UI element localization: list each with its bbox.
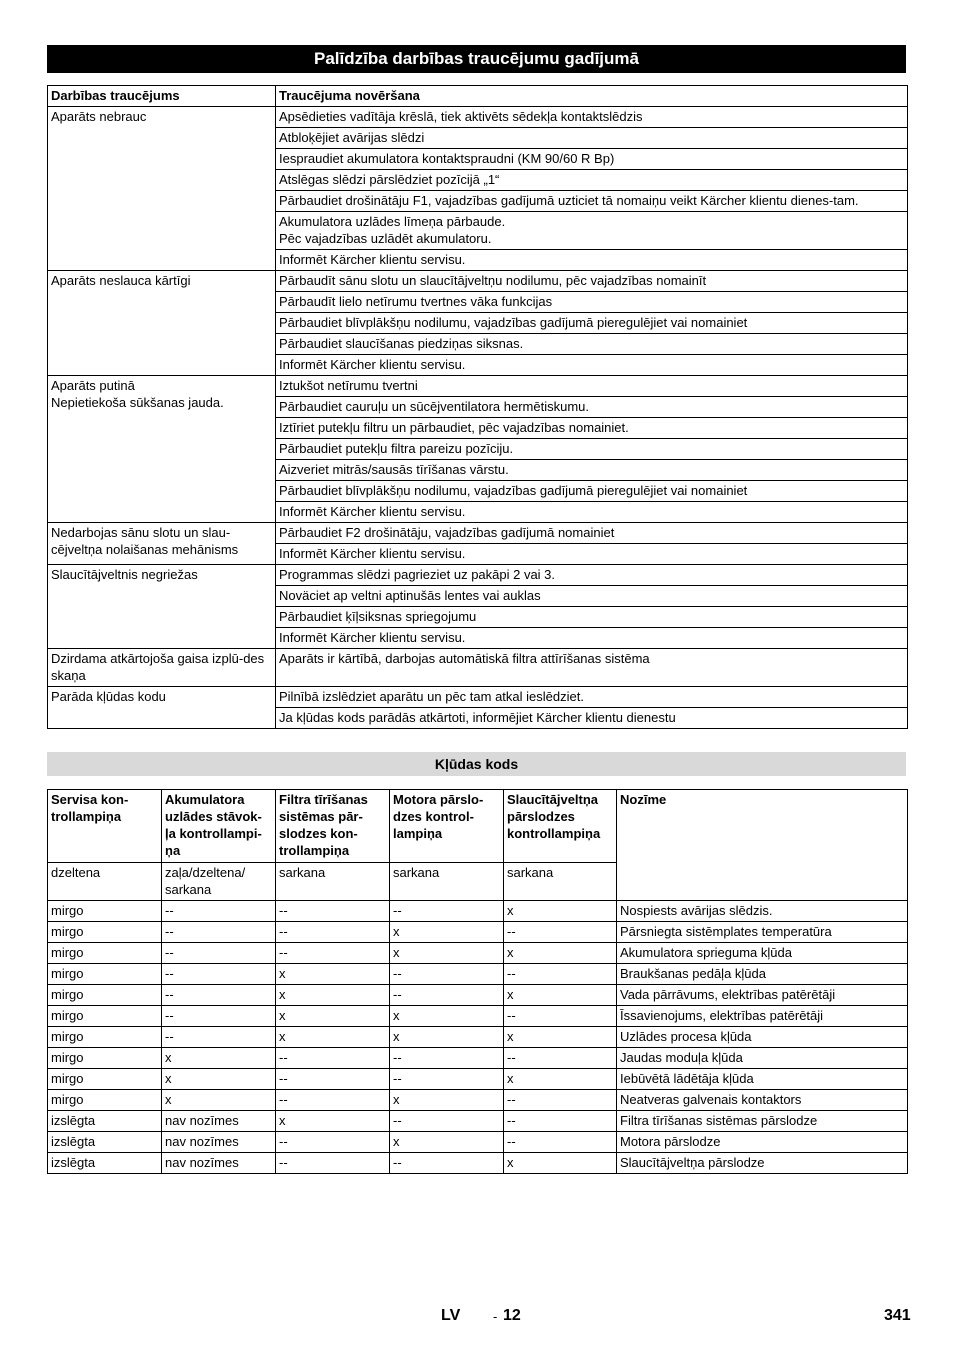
table-row — [48, 376, 908, 397]
remedy-cell: Pārbaudiet drošinātāju F1, vajadzības gadījumā uzticiet tā nomaiņu veikt Kärcher klientu dienes-tam. — [276, 191, 908, 212]
lamp-state-cell: x — [504, 901, 617, 922]
lamp-state-cell: x — [162, 1048, 276, 1069]
lamp-state-cell: mirgo — [48, 1048, 162, 1069]
meaning-cell: Iebūvētā lādētāja kļūda — [617, 1069, 908, 1090]
lamp-state-cell: -- — [390, 985, 504, 1006]
table-row — [48, 985, 908, 1006]
remedy-cell: Pārbaudīt sānu slotu un slaucītājveltņu nodilumu, pēc vajadzības nomainīt — [276, 271, 908, 292]
problem-cell: Aparāts neslauca kārtīgi — [48, 271, 276, 376]
lamp-state-cell: x — [276, 1006, 390, 1027]
lamp-state-cell: mirgo — [48, 901, 162, 922]
lamp-state-cell: -- — [162, 1006, 276, 1027]
meaning-cell: Neatveras galvenais kontaktors — [617, 1090, 908, 1111]
page-title: Palīdzība darbības traucējumu gadījumā — [47, 45, 906, 73]
lamp-state-cell: nav nozīmes — [162, 1132, 276, 1153]
lamp-color: sarkana — [390, 863, 504, 901]
footer-language: LV — [441, 1307, 461, 1324]
column-header: Nozīme — [617, 790, 908, 901]
remedy-cell: Programmas slēdzi pagrieziet uz pakāpi 2 vai 3. — [276, 565, 908, 586]
problem-cell: Slaucītājveltnis negriežas — [48, 565, 276, 649]
table-row — [48, 1048, 908, 1069]
lamp-state-cell: -- — [390, 901, 504, 922]
troubleshooting-table — [47, 85, 908, 729]
lamp-state-cell: -- — [162, 964, 276, 985]
lamp-state-cell: mirgo — [48, 1069, 162, 1090]
lamp-state-cell: -- — [276, 1069, 390, 1090]
lamp-color: sarkana — [276, 863, 390, 901]
table-row — [48, 943, 908, 964]
meaning-cell: Motora pārslodze — [617, 1132, 908, 1153]
remedy-cell: Informēt Kärcher klientu servisu. — [276, 502, 908, 523]
remedy-cell: Pārbaudiet blīvplākšņu nodilumu, vajadzības gadījumā pieregulējiet vai nomainiet — [276, 313, 908, 334]
meaning-cell: Slaucītājveltņa pārslodze — [617, 1153, 908, 1174]
remedy-cell: Informēt Kärcher klientu servisu. — [276, 250, 908, 271]
remedy-cell: Aizveriet mitrās/sausās tīrīšanas vārstu. — [276, 460, 908, 481]
column-header: Akumulatora uzlādes stāvok-ļa kontrollampi-ņa — [162, 790, 276, 863]
lamp-state-cell: -- — [504, 964, 617, 985]
error-code-table — [47, 789, 908, 1174]
lamp-state-cell: -- — [390, 964, 504, 985]
lamp-state-cell: x — [390, 943, 504, 964]
lamp-state-cell: -- — [162, 985, 276, 1006]
table-row — [48, 964, 908, 985]
table-row — [48, 1069, 908, 1090]
lamp-state-cell: -- — [276, 1132, 390, 1153]
column-header: Servisa kon-trollampiņa — [48, 790, 162, 863]
lamp-state-cell: mirgo — [48, 1090, 162, 1111]
footer-page-number: 341 — [884, 1307, 911, 1324]
table-row — [48, 1090, 908, 1111]
remedy-cell: Pārbaudiet cauruļu un sūcējventilatora hermētiskumu. — [276, 397, 908, 418]
lamp-state-cell: -- — [504, 1048, 617, 1069]
lamp-state-cell: -- — [162, 1027, 276, 1048]
remedy-cell: Pārbaudiet slaucīšanas piedziņas siksnas. — [276, 334, 908, 355]
meaning-cell: Jaudas moduļa kļūda — [617, 1048, 908, 1069]
lamp-state-cell: -- — [276, 1048, 390, 1069]
problem-cell: Aparāts putinā Nepietiekoša sūkšanas jauda. — [48, 376, 276, 523]
remedy-cell: Iztukšot netīrumu tvertni — [276, 376, 908, 397]
lamp-state-cell: -- — [390, 1111, 504, 1132]
footer-separator: - — [493, 1309, 498, 1324]
lamp-state-cell: x — [276, 964, 390, 985]
lamp-state-cell: -- — [162, 922, 276, 943]
lamp-state-cell: -- — [276, 922, 390, 943]
remedy-cell: Akumulatora uzlādes līmeņa pārbaude. Pēc vajadzības uzlādēt akumulatoru. — [276, 212, 908, 250]
footer-section-page: 12 — [503, 1307, 521, 1324]
table-row — [48, 1153, 908, 1174]
meaning-cell: Nospiests avārijas slēdzis. — [617, 901, 908, 922]
remedy-cell: Informēt Kärcher klientu servisu. — [276, 544, 908, 565]
lamp-state-cell: mirgo — [48, 943, 162, 964]
problem-cell: Nedarbojas sānu slotu un slau-cējveltņa nolaišanas mehānisms — [48, 523, 276, 565]
table-row — [48, 523, 908, 544]
column-header: Slaucītājveltņa pārslodzes kontrollampiņa — [504, 790, 617, 863]
remedy-cell: Pārbaudiet ķīļsiksnas spriegojumu — [276, 607, 908, 628]
lamp-state-cell: x — [504, 1153, 617, 1174]
lamp-state-cell: izslēgta — [48, 1153, 162, 1174]
lamp-state-cell: x — [504, 985, 617, 1006]
column-header: Traucējuma novēršana — [276, 86, 908, 107]
problem-cell: Dzirdama atkārtojoša gaisa izplū-des skaņa — [48, 649, 276, 687]
table-row — [48, 1132, 908, 1153]
lamp-state-cell: x — [276, 1111, 390, 1132]
lamp-state-cell: x — [504, 1027, 617, 1048]
meaning-cell: Īssavienojums, elektrības patērētāji — [617, 1006, 908, 1027]
lamp-state-cell: x — [390, 922, 504, 943]
remedy-cell: Pārbaudīt lielo netīrumu tvertnes vāka funkcijas — [276, 292, 908, 313]
column-header: Motora pārslo-dzes kontrol-lampiņa — [390, 790, 504, 863]
lamp-state-cell: x — [504, 943, 617, 964]
table-row — [48, 687, 908, 708]
lamp-state-cell: -- — [276, 1153, 390, 1174]
meaning-cell: Braukšanas pedāļa kļūda — [617, 964, 908, 985]
meaning-cell: Filtra tīrīšanas sistēmas pārslodze — [617, 1111, 908, 1132]
lamp-state-cell: izslēgta — [48, 1111, 162, 1132]
lamp-state-cell: mirgo — [48, 964, 162, 985]
lamp-color: dzeltena — [48, 863, 162, 901]
lamp-state-cell: x — [162, 1069, 276, 1090]
remedy-cell: Iespraudiet akumulatora kontaktspraudni (KM 90/60 R Bp) — [276, 149, 908, 170]
lamp-state-cell: x — [390, 1090, 504, 1111]
meaning-cell: Uzlādes procesa kļūda — [617, 1027, 908, 1048]
remedy-cell: Pilnībā izslēdziet aparātu un pēc tam atkal ieslēdziet. — [276, 687, 908, 708]
meaning-cell: Vada pārrāvums, elektrības patērētāji — [617, 985, 908, 1006]
lamp-state-cell: x — [276, 985, 390, 1006]
table-row — [48, 271, 908, 292]
table-row — [48, 649, 908, 687]
lamp-state-cell: -- — [390, 1153, 504, 1174]
lamp-state-cell: -- — [504, 1132, 617, 1153]
table-row — [48, 565, 908, 586]
remedy-cell: Pārbaudiet blīvplākšņu nodilumu, vajadzības gadījumā pieregulējiet vai nomainiet — [276, 481, 908, 502]
problem-cell: Aparāts nebrauc — [48, 107, 276, 271]
lamp-state-cell: nav nozīmes — [162, 1153, 276, 1174]
lamp-state-cell: -- — [162, 943, 276, 964]
lamp-state-cell: mirgo — [48, 1027, 162, 1048]
lamp-color: sarkana — [504, 863, 617, 901]
table-row — [48, 922, 908, 943]
lamp-state-cell: mirgo — [48, 922, 162, 943]
remedy-cell: Pārbaudiet F2 drošinātāju, vajadzības gadījumā nomainiet — [276, 523, 908, 544]
remedy-cell: Informēt Kärcher klientu servisu. — [276, 628, 908, 649]
table-row — [48, 107, 908, 128]
table-row — [48, 901, 908, 922]
column-header: Filtra tīrīšanas sistēmas pār-slodzes kon-trollampiņa — [276, 790, 390, 863]
lamp-state-cell: -- — [276, 1090, 390, 1111]
remedy-cell: Atbloķējiet avārijas slēdzi — [276, 128, 908, 149]
lamp-state-cell: -- — [504, 922, 617, 943]
table-row — [48, 1027, 908, 1048]
lamp-state-cell: -- — [390, 1069, 504, 1090]
meaning-cell: Akumulatora sprieguma kļūda — [617, 943, 908, 964]
lamp-state-cell: x — [504, 1069, 617, 1090]
remedy-cell: Pārbaudiet putekļu filtra pareizu pozīciju. — [276, 439, 908, 460]
remedy-cell: Ja kļūdas kods parādās atkārtoti, informējiet Kärcher klientu dienestu — [276, 708, 908, 729]
error-code-section-title: Kļūdas kods — [47, 752, 906, 776]
lamp-color: zaļa/dzeltena/ sarkana — [162, 863, 276, 901]
lamp-state-cell: x — [390, 1132, 504, 1153]
table-row — [48, 1006, 908, 1027]
meaning-cell: Pārsniegta sistēmplates temperatūra — [617, 922, 908, 943]
lamp-state-cell: -- — [504, 1111, 617, 1132]
lamp-state-cell: -- — [390, 1048, 504, 1069]
lamp-state-cell: mirgo — [48, 985, 162, 1006]
remedy-cell: Atslēgas slēdzi pārslēdziet pozīcijā „1“ — [276, 170, 908, 191]
lamp-state-cell: x — [162, 1090, 276, 1111]
column-header: Darbības traucējums — [48, 86, 276, 107]
lamp-state-cell: x — [390, 1027, 504, 1048]
lamp-state-cell: x — [276, 1027, 390, 1048]
remedy-cell: Noväciet ap veltni aptinušās lentes vai auklas — [276, 586, 908, 607]
lamp-state-cell: izslēgta — [48, 1132, 162, 1153]
lamp-state-cell: nav nozīmes — [162, 1111, 276, 1132]
table-row — [48, 1111, 908, 1132]
lamp-state-cell: -- — [504, 1006, 617, 1027]
lamp-state-cell: -- — [276, 943, 390, 964]
remedy-cell: Iztīriet putekļu filtru un pārbaudiet, pēc vajadzības nomainiet. — [276, 418, 908, 439]
remedy-cell: Aparāts ir kārtībā, darbojas automātiskā filtra attīrīšanas sistēma — [276, 649, 908, 687]
lamp-state-cell: -- — [504, 1090, 617, 1111]
remedy-cell: Apsēdieties vadītāja krēslā, tiek aktivēts sēdekļa kontaktslēdzis — [276, 107, 908, 128]
lamp-state-cell: -- — [162, 901, 276, 922]
lamp-state-cell: x — [390, 1006, 504, 1027]
problem-cell: Parāda kļūdas kodu — [48, 687, 276, 729]
lamp-state-cell: mirgo — [48, 1006, 162, 1027]
lamp-state-cell: -- — [276, 901, 390, 922]
remedy-cell: Informēt Kärcher klientu servisu. — [276, 355, 908, 376]
